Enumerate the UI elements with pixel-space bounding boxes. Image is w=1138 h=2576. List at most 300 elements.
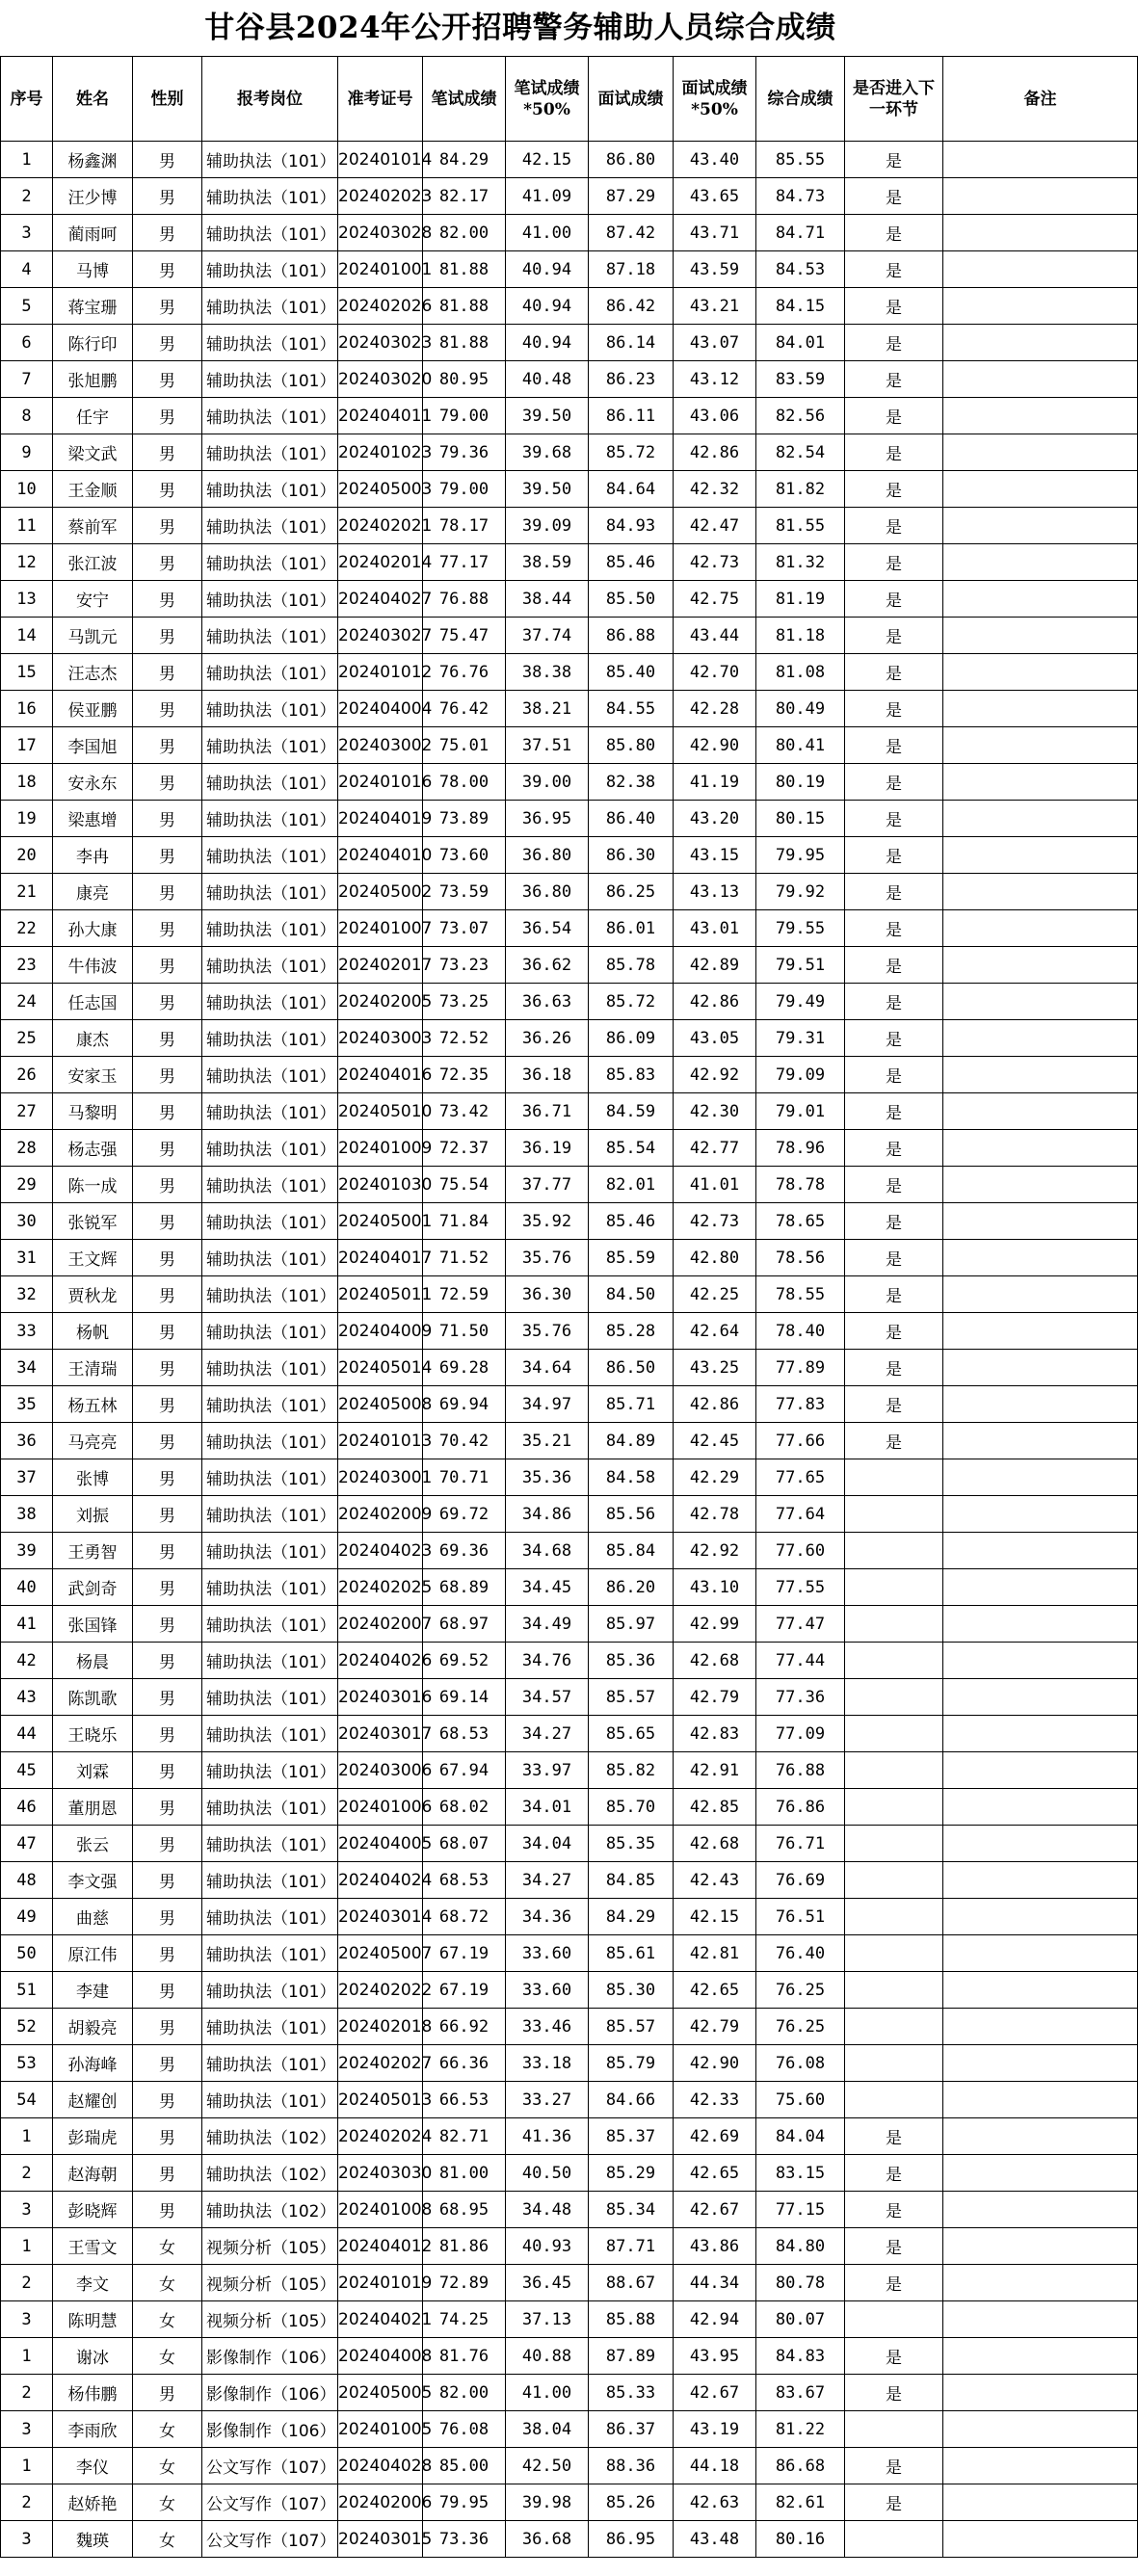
cell-interview: 86.50 [589,1350,674,1386]
cell-total: 78.78 [756,1167,845,1203]
cell-remark [943,2448,1138,2484]
cell-written-50: 35.36 [506,1459,589,1496]
table-row [1,910,1138,947]
cell-interview: 86.80 [589,142,674,178]
cell-name: 蒋宝珊 [53,288,133,325]
table-row [1,2301,1138,2338]
cell-written: 85.00 [423,2448,506,2484]
cell-written-50: 40.88 [506,2338,589,2375]
cell-post: 辅助执法（102） [202,2118,338,2155]
cell-next-stage: 是 [845,910,943,947]
cell-interview: 84.89 [589,1423,674,1459]
cell-written-50: 34.27 [506,1716,589,1752]
cell-remark [943,1643,1138,1679]
header-col-name: 姓名 [53,57,133,142]
cell-written: 70.71 [423,1459,506,1496]
cell-next-stage [845,2045,943,2082]
cell-written: 75.47 [423,618,506,654]
cell-interview: 87.71 [589,2228,674,2265]
cell-serial: 202405007 [338,1935,423,1972]
cell-post: 视频分析（105） [202,2301,338,2338]
cell-written: 73.42 [423,1093,506,1130]
cell-next-stage: 是 [845,2155,943,2192]
cell-total: 84.01 [756,325,845,361]
cell-serial: 202401008 [338,2192,423,2228]
cell-gender: 男 [133,1496,202,1533]
cell-interview: 84.66 [589,2082,674,2118]
cell-interview-50: 42.33 [674,2082,756,2118]
cell-written: 69.94 [423,1386,506,1423]
cell-interview-50: 42.64 [674,1313,756,1350]
cell-next-stage: 是 [845,618,943,654]
cell-interview: 86.37 [589,2411,674,2448]
cell-serial: 202403003 [338,1020,423,1057]
cell-interview: 87.18 [589,251,674,288]
cell-interview-50: 42.65 [674,2155,756,2192]
cell-seq: 3 [1,2301,53,2338]
cell-interview: 88.67 [589,2265,674,2301]
cell-interview-50: 43.13 [674,874,756,910]
cell-gender: 男 [133,398,202,434]
cell-serial: 202405003 [338,471,423,508]
cell-next-stage [845,2009,943,2045]
cell-name: 张锐军 [53,1203,133,1240]
cell-interview: 86.25 [589,874,674,910]
table-row [1,2192,1138,2228]
cell-written-50: 36.80 [506,837,589,874]
cell-next-stage: 是 [845,398,943,434]
cell-name: 安宁 [53,581,133,618]
table-row [1,1203,1138,1240]
cell-seq: 54 [1,2082,53,2118]
cell-written-50: 33.18 [506,2045,589,2082]
cell-remark [943,1606,1138,1643]
cell-remark [943,1130,1138,1167]
cell-interview-50: 43.59 [674,251,756,288]
cell-written: 81.86 [423,2228,506,2265]
cell-remark [943,544,1138,581]
cell-remark [943,764,1138,801]
cell-gender: 男 [133,691,202,727]
cell-gender: 男 [133,1240,202,1276]
table-body [1,142,1138,2558]
cell-total: 76.25 [756,1972,845,2009]
cell-gender: 男 [133,801,202,837]
cell-seq: 44 [1,1716,53,1752]
cell-gender: 男 [133,947,202,984]
cell-next-stage [845,1533,943,1569]
cell-name: 任志国 [53,984,133,1020]
cell-interview-50: 42.92 [674,1057,756,1093]
cell-total: 77.55 [756,1569,845,1606]
cell-gender: 男 [133,654,202,691]
cell-written-50: 35.21 [506,1423,589,1459]
cell-interview: 86.14 [589,325,674,361]
cell-written-50: 36.71 [506,1093,589,1130]
cell-gender: 男 [133,2192,202,2228]
cell-gender: 男 [133,215,202,251]
cell-post: 辅助执法（101） [202,1350,338,1386]
cell-serial: 202404019 [338,801,423,837]
cell-name: 张国锋 [53,1606,133,1643]
cell-serial: 202401007 [338,910,423,947]
cell-written-50: 34.01 [506,1789,589,1826]
cell-name: 马博 [53,251,133,288]
cell-next-stage: 是 [845,1167,943,1203]
cell-written: 69.36 [423,1533,506,1569]
cell-written: 81.00 [423,2155,506,2192]
header-col-interview: 面试成绩 [589,57,674,142]
cell-interview: 85.61 [589,1935,674,1972]
cell-serial: 202405008 [338,1386,423,1423]
cell-interview: 85.37 [589,2118,674,2155]
cell-post: 辅助执法（101） [202,251,338,288]
cell-name: 孙大康 [53,910,133,947]
cell-name: 张旭鹏 [53,361,133,398]
cell-next-stage [845,2521,943,2558]
cell-remark [943,910,1138,947]
cell-name: 李建 [53,1972,133,2009]
cell-gender: 男 [133,618,202,654]
cell-seq: 16 [1,691,53,727]
cell-gender: 男 [133,288,202,325]
cell-name: 任宇 [53,398,133,434]
cell-total: 84.83 [756,2338,845,2375]
cell-written: 79.95 [423,2484,506,2521]
cell-total: 80.07 [756,2301,845,2338]
cell-interview: 85.28 [589,1313,674,1350]
cell-written: 69.52 [423,1643,506,1679]
cell-name: 蔺雨呵 [53,215,133,251]
cell-gender: 男 [133,1972,202,2009]
cell-post: 辅助执法（101） [202,434,338,471]
cell-seq: 17 [1,727,53,764]
cell-seq: 9 [1,434,53,471]
cell-interview-50: 42.81 [674,1935,756,1972]
cell-post: 辅助执法（101） [202,142,338,178]
cell-gender: 男 [133,2375,202,2411]
header-col-next-stage: 是否进入下一环节 [845,57,943,142]
cell-seq: 27 [1,1093,53,1130]
cell-remark [943,654,1138,691]
cell-remark [943,2301,1138,2338]
cell-interview-50: 42.73 [674,544,756,581]
cell-interview: 85.36 [589,1643,674,1679]
cell-remark [943,984,1138,1020]
cell-written: 68.07 [423,1826,506,1862]
cell-interview-50: 42.86 [674,1386,756,1423]
cell-name: 张江波 [53,544,133,581]
cell-remark [943,288,1138,325]
cell-interview: 84.93 [589,508,674,544]
cell-seq: 2 [1,178,53,215]
table-row [1,251,1138,288]
cell-post: 辅助执法（101） [202,471,338,508]
cell-serial: 202404027 [338,581,423,618]
cell-written: 68.02 [423,1789,506,1826]
cell-serial: 202403017 [338,1716,423,1752]
cell-remark [943,2228,1138,2265]
cell-serial: 202404021 [338,2301,423,2338]
cell-seq: 30 [1,1203,53,1240]
cell-interview: 87.89 [589,2338,674,2375]
cell-remark [943,1826,1138,1862]
cell-written-50: 41.09 [506,178,589,215]
cell-written: 81.88 [423,325,506,361]
cell-written-50: 37.74 [506,618,589,654]
cell-next-stage: 是 [845,801,943,837]
cell-seq: 1 [1,2118,53,2155]
cell-total: 76.25 [756,2009,845,2045]
cell-next-stage: 是 [845,1313,943,1350]
cell-serial: 202401009 [338,1130,423,1167]
cell-gender: 女 [133,2521,202,2558]
cell-total: 76.40 [756,1935,845,1972]
cell-next-stage: 是 [845,288,943,325]
cell-next-stage: 是 [845,1423,943,1459]
cell-seq: 23 [1,947,53,984]
cell-total: 80.16 [756,2521,845,2558]
cell-interview-50: 42.43 [674,1862,756,1899]
cell-interview-50: 42.69 [674,2118,756,2155]
table-row [1,1789,1138,1826]
cell-post: 辅助执法（101） [202,1167,338,1203]
cell-post: 辅助执法（101） [202,1679,338,1716]
table-row [1,2411,1138,2448]
cell-gender: 男 [133,508,202,544]
cell-remark [943,1423,1138,1459]
cell-remark [943,1020,1138,1057]
table-row [1,947,1138,984]
cell-serial: 202402009 [338,1496,423,1533]
cell-post: 辅助执法（101） [202,1643,338,1679]
header-col-interview-50: 面试成绩*50% [674,57,756,142]
cell-interview-50: 43.19 [674,2411,756,2448]
cell-name: 贾秋龙 [53,1276,133,1313]
cell-total: 84.15 [756,288,845,325]
cell-post: 辅助执法（101） [202,1569,338,1606]
table-row [1,1826,1138,1862]
cell-written-50: 34.86 [506,1496,589,1533]
cell-serial: 202402007 [338,1606,423,1643]
cell-interview: 84.58 [589,1459,674,1496]
cell-name: 刘霖 [53,1752,133,1789]
cell-serial: 202402014 [338,544,423,581]
cell-written: 67.19 [423,1935,506,1972]
cell-post: 辅助执法（101） [202,361,338,398]
cell-name: 李文强 [53,1862,133,1899]
cell-interview: 86.01 [589,910,674,947]
cell-written: 78.17 [423,508,506,544]
cell-remark [943,1350,1138,1386]
cell-total: 79.49 [756,984,845,1020]
cell-post: 辅助执法（102） [202,2192,338,2228]
cell-name: 李雨欣 [53,2411,133,2448]
cell-remark [943,1313,1138,1350]
cell-interview-50: 42.91 [674,1752,756,1789]
cell-gender: 男 [133,874,202,910]
cell-written-50: 33.60 [506,1935,589,1972]
cell-total: 80.78 [756,2265,845,2301]
table-row [1,1459,1138,1496]
cell-name: 杨帆 [53,1313,133,1350]
cell-next-stage: 是 [845,2375,943,2411]
cell-gender: 男 [133,471,202,508]
table-row [1,1240,1138,1276]
cell-written: 71.52 [423,1240,506,1276]
cell-gender: 男 [133,1057,202,1093]
cell-next-stage: 是 [845,544,943,581]
cell-total: 82.54 [756,434,845,471]
cell-interview-50: 42.77 [674,1130,756,1167]
cell-post: 辅助执法（101） [202,1533,338,1569]
page-title: 甘谷县2024年公开招聘警务辅助人员综合成绩 [204,11,836,45]
cell-post: 公文写作（107） [202,2521,338,2558]
cell-remark [943,874,1138,910]
cell-next-stage: 是 [845,1350,943,1386]
cell-written: 67.19 [423,1972,506,2009]
cell-remark [943,325,1138,361]
cell-interview-50: 42.90 [674,727,756,764]
cell-serial: 202405010 [338,1093,423,1130]
cell-gender: 男 [133,1350,202,1386]
cell-total: 83.59 [756,361,845,398]
cell-name: 李仪 [53,2448,133,2484]
table-row [1,1533,1138,1569]
cell-next-stage: 是 [845,2338,943,2375]
table-row [1,2118,1138,2155]
cell-gender: 男 [133,2082,202,2118]
cell-interview-50: 43.65 [674,178,756,215]
cell-gender: 女 [133,2338,202,2375]
cell-interview: 85.46 [589,544,674,581]
cell-total: 77.89 [756,1350,845,1386]
cell-name: 谢冰 [53,2338,133,2375]
cell-serial: 202401006 [338,1789,423,1826]
cell-written: 84.29 [423,142,506,178]
cell-total: 84.73 [756,178,845,215]
cell-interview: 87.29 [589,178,674,215]
cell-serial: 202404011 [338,398,423,434]
cell-serial: 202404024 [338,1862,423,1899]
cell-interview: 85.56 [589,1496,674,1533]
cell-seq: 3 [1,2521,53,2558]
cell-remark [943,2265,1138,2301]
cell-seq: 2 [1,2484,53,2521]
cell-interview-50: 43.71 [674,215,756,251]
cell-remark [943,361,1138,398]
table-row [1,984,1138,1020]
cell-remark [943,508,1138,544]
cell-seq: 3 [1,2411,53,2448]
cell-written: 66.53 [423,2082,506,2118]
cell-gender: 男 [133,984,202,1020]
cell-serial: 202401012 [338,654,423,691]
cell-next-stage: 是 [845,1386,943,1423]
cell-total: 83.15 [756,2155,845,2192]
cell-post: 辅助执法（101） [202,1020,338,1057]
cell-interview-50: 44.34 [674,2265,756,2301]
cell-next-stage: 是 [845,1130,943,1167]
cell-serial: 202403030 [338,2155,423,2192]
cell-interview-50: 42.30 [674,1093,756,1130]
cell-written-50: 36.45 [506,2265,589,2301]
cell-remark [943,1935,1138,1972]
cell-name: 李冉 [53,837,133,874]
cell-written: 72.52 [423,1020,506,1057]
cell-serial: 202405002 [338,874,423,910]
cell-written: 67.94 [423,1752,506,1789]
cell-written: 73.60 [423,837,506,874]
cell-serial: 202403020 [338,361,423,398]
cell-written-50: 36.30 [506,1276,589,1313]
cell-next-stage: 是 [845,1020,943,1057]
cell-gender: 男 [133,178,202,215]
cell-seq: 49 [1,1899,53,1935]
cell-interview-50: 42.99 [674,1606,756,1643]
cell-interview-50: 43.01 [674,910,756,947]
cell-gender: 男 [133,2155,202,2192]
cell-total: 82.56 [756,398,845,434]
cell-interview: 85.79 [589,2045,674,2082]
table-row [1,1606,1138,1643]
cell-seq: 36 [1,1423,53,1459]
cell-name: 原江伟 [53,1935,133,1972]
table-row [1,837,1138,874]
cell-interview-50: 42.28 [674,691,756,727]
cell-gender: 男 [133,1569,202,1606]
cell-interview-50: 42.92 [674,1533,756,1569]
cell-seq: 53 [1,2045,53,2082]
cell-serial: 202401014 [338,142,423,178]
cell-interview-50: 44.18 [674,2448,756,2484]
cell-next-stage: 是 [845,691,943,727]
cell-total: 79.31 [756,1020,845,1057]
cell-gender: 男 [133,1167,202,1203]
cell-serial: 202402021 [338,508,423,544]
cell-interview: 85.82 [589,1752,674,1789]
cell-seq: 18 [1,764,53,801]
cell-interview-50: 42.29 [674,1459,756,1496]
table-row [1,1935,1138,1972]
cell-total: 80.19 [756,764,845,801]
cell-interview: 85.83 [589,1057,674,1093]
cell-post: 辅助执法（101） [202,984,338,1020]
cell-remark [943,1276,1138,1313]
cell-remark [943,2192,1138,2228]
cell-next-stage: 是 [845,1240,943,1276]
cell-serial: 202402005 [338,984,423,1020]
cell-seq: 51 [1,1972,53,2009]
cell-name: 侯亚鹏 [53,691,133,727]
cell-post: 辅助执法（101） [202,1240,338,1276]
cell-written-50: 42.50 [506,2448,589,2484]
cell-seq: 47 [1,1826,53,1862]
cell-seq: 33 [1,1313,53,1350]
cell-interview-50: 42.68 [674,1643,756,1679]
cell-gender: 男 [133,1643,202,1679]
cell-name: 王勇智 [53,1533,133,1569]
cell-next-stage [845,1679,943,1716]
cell-remark [943,1386,1138,1423]
cell-remark [943,1167,1138,1203]
cell-next-stage: 是 [845,1093,943,1130]
cell-serial: 202405001 [338,1203,423,1240]
cell-gender: 男 [133,544,202,581]
cell-serial: 202405013 [338,2082,423,2118]
cell-remark [943,2484,1138,2521]
cell-written: 81.76 [423,2338,506,2375]
